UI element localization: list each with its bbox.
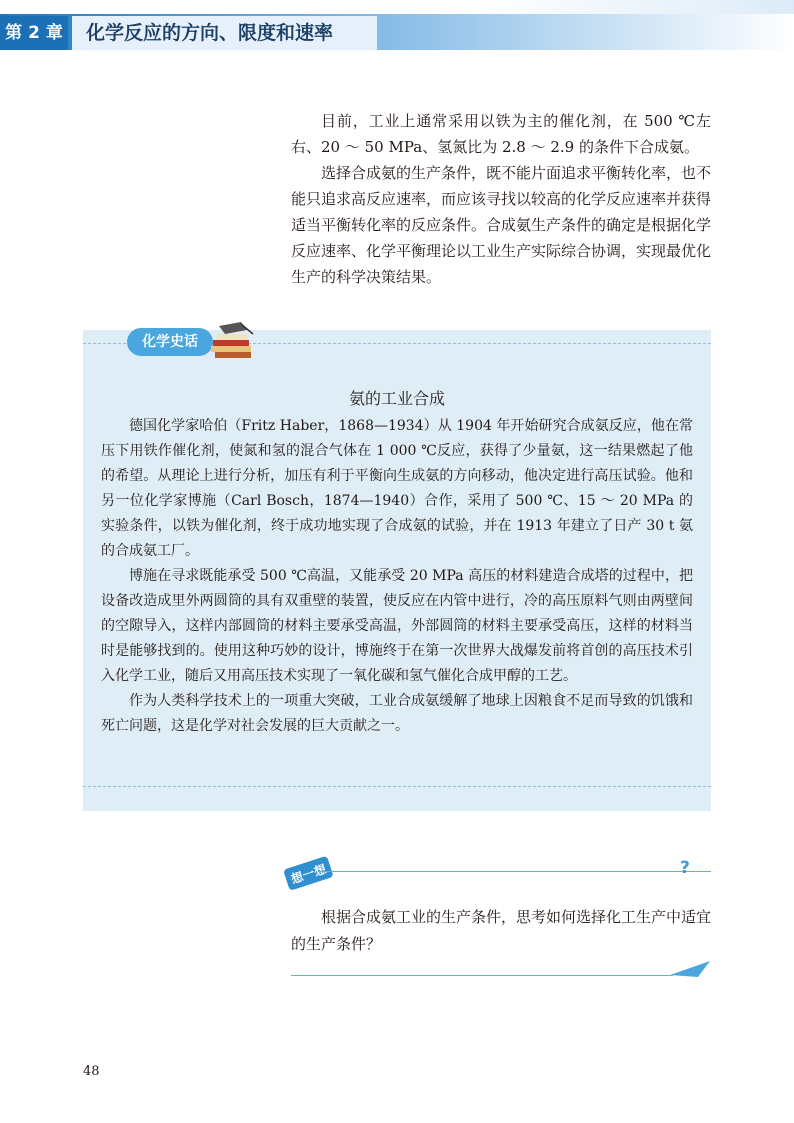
think-badge-text: 想一想	[289, 861, 328, 887]
question-mark-icon: ?	[680, 858, 690, 878]
think-bottom-line	[291, 975, 673, 976]
think-top-line	[318, 871, 711, 872]
arrow-icon	[668, 955, 712, 979]
history-paragraph: 作为人类科学技术上的一项重大突破，工业合成氨缓解了地球上因粮食不足而导致的饥饿和死亡问题，这是化学对社会发展的巨大贡献之一。	[101, 693, 693, 734]
think-badge	[283, 854, 335, 890]
page-number: 48	[83, 1064, 100, 1079]
dashed-divider-bottom	[83, 786, 711, 787]
history-box	[83, 330, 711, 811]
think-text	[291, 904, 711, 958]
chapter-title: 化学反应的方向、限度和速率	[72, 16, 377, 50]
history-paragraph: 博施在寻求既能承受 500 ℃高温，又能承受 20 MPa 高压的材料建造合成塔的过程中，把设备改造成里外两圆筒的具有双重壁的装置，使反应在内管中进行，冷的高压原料气则由两壁间的空隙导入，这样内部圆筒的材料主要承受高温，外部圆筒的材料主要承受高压，这样的材料当时是能够找到的。使用这种巧妙的设计，博施终于在第一次世界大战爆发前将首创的高压技术引入化学工业，随后又用高压技术实现了一氧化碳和氢气催化合成甲醇的工艺。	[101, 568, 693, 684]
history-paragraph: 德国化学家哈伯（Fritz Haber，1868—1934）从 1904 年开始研究合成氨反应，他在常压下用铁作催化剂，使氮和氢的混合气体在 1 000 ℃反应，获得了少量氨，这一结果燃起了他的希望。从理论上进行分析，加压有利于平衡向生成氨的方向移动，他决定进行高压试验。他和另一位化学家博施（Carl Bosch，1874—1940）合作，采用了 500 ℃、15 ～ 20 MPa 的实验条件，以铁为催化剂，终于成功地实现了合成氨的试验，并在 1913 年建立了日产 30 t 氨的合成氨工厂。	[101, 418, 693, 559]
chapter-label: 第 2 章	[0, 16, 68, 50]
history-tag: 化学史话	[127, 328, 213, 356]
intro-text	[291, 108, 711, 290]
books-icon	[207, 320, 259, 362]
intro-paragraph: 选择合成氨的生产条件，既不能片面追求平衡转化率，也不能只追求高反应速率，而应该寻找以较高的化学反应速率并获得适当平衡转化率的反应条件。合成氨生产条件的确定是根据化学反应速率、化学平衡理论以工业生产实际综合协调，实现最优化生产的科学决策结果。	[291, 164, 712, 286]
history-title: 氨的工业合成	[348, 389, 445, 408]
history-body	[101, 414, 693, 739]
header-top-strip	[0, 0, 794, 14]
intro-paragraph: 目前，工业上通常采用以铁为主的催化剂，在 500 ℃左右、20 ～ 50 MPa、氢氮比为 2.8 ～ 2.9 的条件下合成氨。	[291, 112, 711, 156]
think-question: 根据合成氨工业的生产条件，思考如何选择化工生产中适宜的生产条件？	[291, 908, 712, 953]
